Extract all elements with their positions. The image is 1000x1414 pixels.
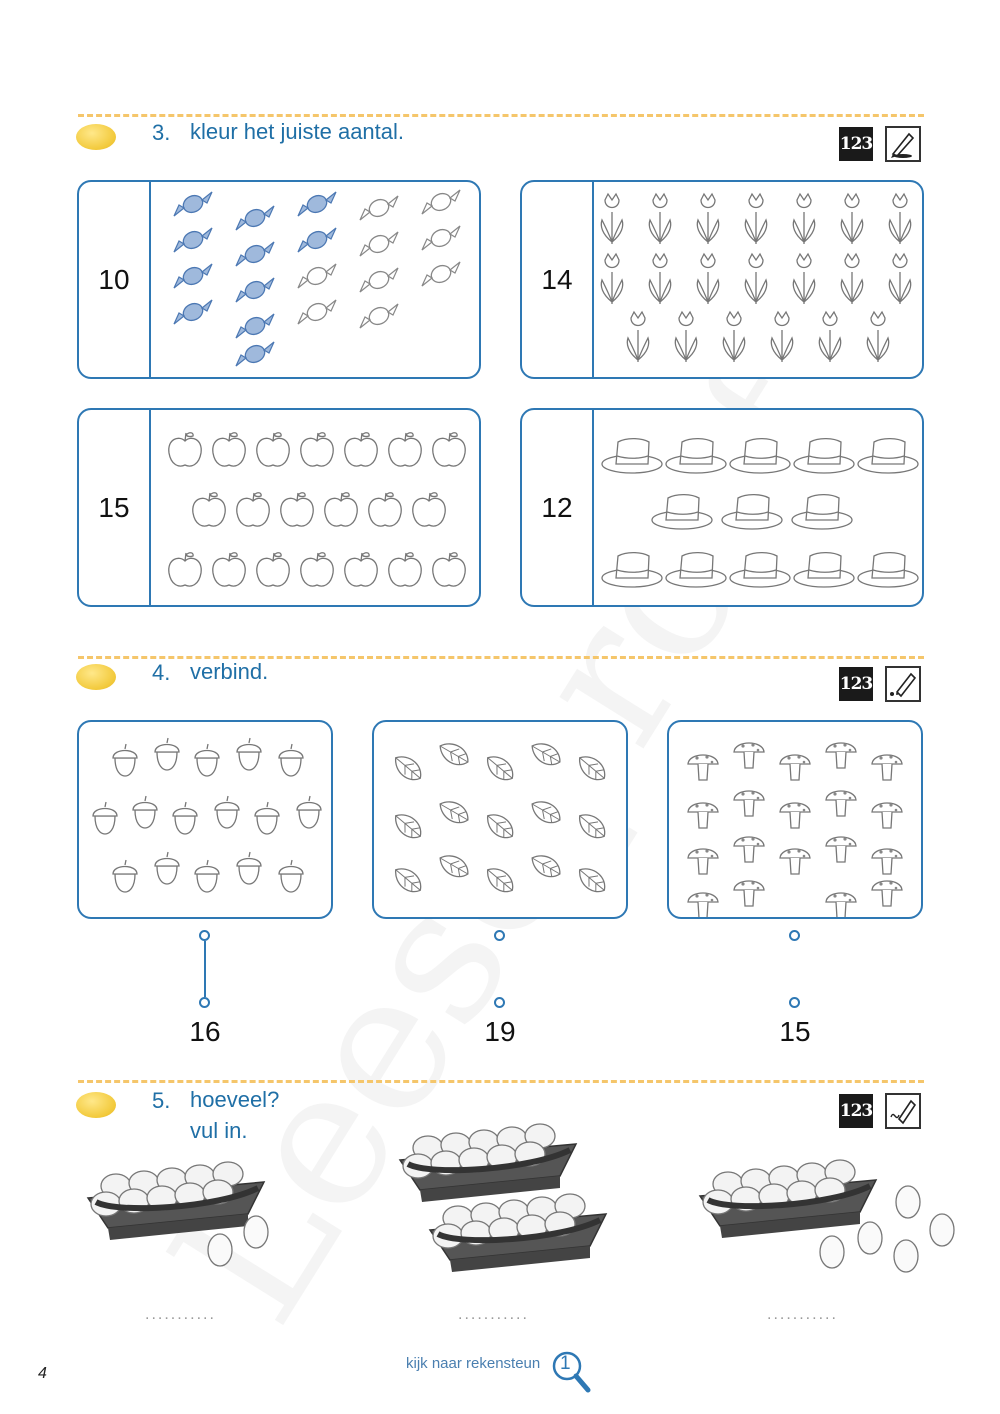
- candy-picture[interactable]: [151, 182, 481, 377]
- egg-icon: [858, 1222, 882, 1254]
- connect-number: 19: [484, 1016, 516, 1047]
- apple-icon: [213, 433, 245, 466]
- rekensteun-badge: 1: [560, 1353, 571, 1374]
- apple-icon: [301, 553, 333, 586]
- 123-icon: 123: [839, 667, 873, 701]
- exercise-title: verbind.: [190, 659, 269, 684]
- apple-icon: [193, 493, 225, 526]
- acorn-icon: [255, 802, 279, 834]
- divider: [78, 1080, 924, 1083]
- hat-icon: [722, 495, 782, 529]
- hat-icon: [792, 495, 852, 529]
- leaf-icon: [528, 796, 565, 828]
- coloring-pen-icon: [885, 126, 921, 162]
- exercise-number: 5.: [152, 1088, 171, 1113]
- tulip-icon: [697, 254, 718, 304]
- leaf-icon: [482, 809, 518, 843]
- answer-blank[interactable]: ...........: [458, 1306, 529, 1323]
- candy-icon: [174, 264, 212, 288]
- apple-icon: [281, 493, 313, 526]
- candy-icon: [298, 192, 336, 216]
- acorn-picture: [79, 722, 331, 917]
- mushroom-icon: [688, 849, 718, 874]
- connect-dot-top[interactable]: [494, 930, 505, 941]
- egg-trays-picture: [70, 1120, 970, 1300]
- color-box: [77, 408, 481, 607]
- apple-icon: [237, 493, 269, 526]
- hat-icon: [794, 439, 854, 473]
- tulip-icon: [649, 254, 670, 304]
- egg-tray-icon: [430, 1194, 606, 1272]
- connect-number: 15: [779, 1016, 811, 1047]
- candy-icon: [298, 300, 336, 324]
- candy-icon: [360, 232, 398, 256]
- acorn-icon: [237, 738, 261, 770]
- mushroom-icon: [826, 791, 856, 816]
- 123-icon: 123: [839, 1094, 873, 1128]
- tulip-picture[interactable]: [594, 182, 924, 377]
- connect-box: [667, 720, 923, 919]
- connect-number: 16: [189, 1016, 221, 1047]
- leaf-icon: [574, 809, 610, 843]
- acorn-icon: [173, 802, 197, 834]
- candy-icon: [236, 314, 274, 338]
- apple-icon: [433, 553, 465, 586]
- egg-icon: [930, 1214, 954, 1246]
- candy-icon: [422, 190, 460, 214]
- color-box: [520, 408, 924, 607]
- apple-icon: [369, 493, 401, 526]
- hat-icon: [666, 553, 726, 587]
- tulip-icon: [889, 254, 910, 304]
- pencil-line-icon: [885, 666, 921, 702]
- acorn-icon: [113, 744, 137, 776]
- tulip-icon: [745, 254, 766, 304]
- hat-icon: [730, 553, 790, 587]
- apple-icon: [325, 493, 357, 526]
- candy-icon: [236, 278, 274, 302]
- connect-box: [77, 720, 333, 919]
- color-box: [77, 180, 481, 379]
- acorn-icon: [237, 852, 261, 884]
- mushroom-icon: [734, 837, 764, 862]
- tulip-icon: [889, 194, 910, 244]
- 123-icon: 123: [839, 127, 873, 161]
- leaf-picture: [374, 722, 626, 917]
- mushroom-icon: [826, 837, 856, 862]
- yellow-blob-icon: [76, 664, 116, 690]
- mushroom-icon: [688, 893, 718, 917]
- candy-icon: [360, 304, 398, 328]
- leaf-icon: [574, 863, 610, 897]
- hat-icon: [858, 439, 918, 473]
- tulip-icon: [601, 254, 622, 304]
- yellow-blob-icon: [76, 124, 116, 150]
- target-number: 12: [522, 410, 594, 605]
- hat-icon: [666, 439, 726, 473]
- egg-icon: [208, 1234, 232, 1266]
- answer-blank[interactable]: ...........: [145, 1306, 216, 1323]
- acorn-icon: [133, 796, 157, 828]
- connect-dot-bottom[interactable]: [494, 997, 505, 1008]
- candy-icon: [174, 228, 212, 252]
- mushroom-icon: [688, 755, 718, 780]
- mushroom-icon: [872, 849, 902, 874]
- acorn-icon: [155, 738, 179, 770]
- mushroom-icon: [872, 755, 902, 780]
- apple-icon: [413, 493, 445, 526]
- mushroom-icon: [872, 881, 902, 906]
- candy-icon: [298, 228, 336, 252]
- connect-dot-bottom[interactable]: [199, 997, 210, 1008]
- acorn-icon: [279, 860, 303, 892]
- hat-icon: [794, 553, 854, 587]
- connect-dot-bottom[interactable]: [789, 997, 800, 1008]
- mushroom-icon: [734, 743, 764, 768]
- exercise-title: kleur het juiste aantal.: [190, 119, 405, 144]
- acorn-icon: [195, 744, 219, 776]
- apple-icon: [169, 433, 201, 466]
- magnifier-icon: [550, 1350, 590, 1394]
- exercise-number: 4.: [152, 660, 171, 685]
- yellow-blob-icon: [76, 1092, 116, 1118]
- connect-dot-top[interactable]: [789, 930, 800, 941]
- tulip-icon: [723, 312, 744, 362]
- leaf-icon: [482, 863, 518, 897]
- tulip-icon: [867, 312, 888, 362]
- candy-icon: [360, 196, 398, 220]
- tulip-icon: [627, 312, 648, 362]
- mushroom-icon: [780, 849, 810, 874]
- leaf-icon: [390, 751, 426, 785]
- leaf-icon: [436, 738, 473, 770]
- candy-icon: [360, 268, 398, 292]
- apple-icon: [257, 553, 289, 586]
- candy-icon: [236, 242, 274, 266]
- apple-icon: [213, 553, 245, 586]
- apple-icon: [301, 433, 333, 466]
- candy-icon: [236, 342, 274, 366]
- tulip-icon: [745, 194, 766, 244]
- egg-icon: [244, 1216, 268, 1248]
- connect-box: [372, 720, 628, 919]
- apple-icon: [389, 553, 421, 586]
- leaf-icon: [574, 751, 610, 785]
- apple-icon: [389, 433, 421, 466]
- mushroom-icon: [734, 881, 764, 906]
- acorn-icon: [155, 852, 179, 884]
- page-number: 4: [38, 1365, 47, 1382]
- candy-icon: [422, 226, 460, 250]
- apple-icon: [345, 553, 377, 586]
- tulip-icon: [793, 254, 814, 304]
- candy-icon: [174, 192, 212, 216]
- hat-icon: [652, 495, 712, 529]
- leaf-icon: [436, 796, 473, 828]
- mushroom-icon: [780, 803, 810, 828]
- egg-icon: [896, 1186, 920, 1218]
- hat-icon: [730, 439, 790, 473]
- apple-icon: [257, 433, 289, 466]
- acorn-icon: [93, 802, 117, 834]
- exercise-number: 3.: [152, 120, 171, 145]
- tulip-icon: [841, 194, 862, 244]
- connect-line: [204, 941, 206, 997]
- color-box: [520, 180, 924, 379]
- target-number: 15: [79, 410, 151, 605]
- acorn-icon: [195, 860, 219, 892]
- tulip-icon: [793, 194, 814, 244]
- mushroom-icon: [826, 893, 856, 917]
- apple-icon: [433, 433, 465, 466]
- egg-tray-icon: [88, 1162, 264, 1240]
- answer-blank[interactable]: ...........: [767, 1306, 838, 1323]
- tulip-icon: [771, 312, 792, 362]
- leaf-icon: [528, 738, 565, 770]
- connect-dot-top[interactable]: [199, 930, 210, 941]
- egg-tray-icon: [700, 1160, 876, 1238]
- exercise-subtitle: vul in.: [190, 1118, 248, 1143]
- tulip-icon: [675, 312, 696, 362]
- hat-icon: [602, 553, 662, 587]
- mushroom-icon: [734, 791, 764, 816]
- hat-icon: [602, 439, 662, 473]
- hat-picture[interactable]: [594, 410, 924, 605]
- mushroom-icon: [780, 755, 810, 780]
- tulip-icon: [601, 194, 622, 244]
- target-number: 10: [79, 182, 151, 377]
- acorn-icon: [297, 796, 321, 828]
- hat-icon: [858, 553, 918, 587]
- mushroom-picture: [669, 722, 921, 917]
- apple-picture[interactable]: [151, 410, 481, 605]
- mushroom-icon: [872, 803, 902, 828]
- mushroom-icon: [826, 743, 856, 768]
- tulip-icon: [649, 194, 670, 244]
- acorn-icon: [215, 796, 239, 828]
- leaf-icon: [390, 809, 426, 843]
- target-number: 14: [522, 182, 594, 377]
- candy-icon: [236, 206, 274, 230]
- candy-icon: [422, 262, 460, 286]
- egg-icon: [894, 1240, 918, 1272]
- exercise-title: hoeveel?: [190, 1087, 280, 1112]
- acorn-icon: [279, 744, 303, 776]
- tulip-icon: [819, 312, 840, 362]
- tulip-icon: [697, 194, 718, 244]
- candy-icon: [298, 264, 336, 288]
- apple-icon: [345, 433, 377, 466]
- tulip-icon: [841, 254, 862, 304]
- footer-text: kijk naar rekensteun: [406, 1355, 541, 1372]
- egg-tray-icon: [400, 1124, 576, 1202]
- mushroom-icon: [688, 803, 718, 828]
- leaf-icon: [436, 850, 473, 882]
- acorn-icon: [113, 860, 137, 892]
- leaf-icon: [528, 850, 565, 882]
- egg-icon: [820, 1236, 844, 1268]
- candy-icon: [174, 300, 212, 324]
- leaf-icon: [482, 751, 518, 785]
- apple-icon: [169, 553, 201, 586]
- leaf-icon: [390, 863, 426, 897]
